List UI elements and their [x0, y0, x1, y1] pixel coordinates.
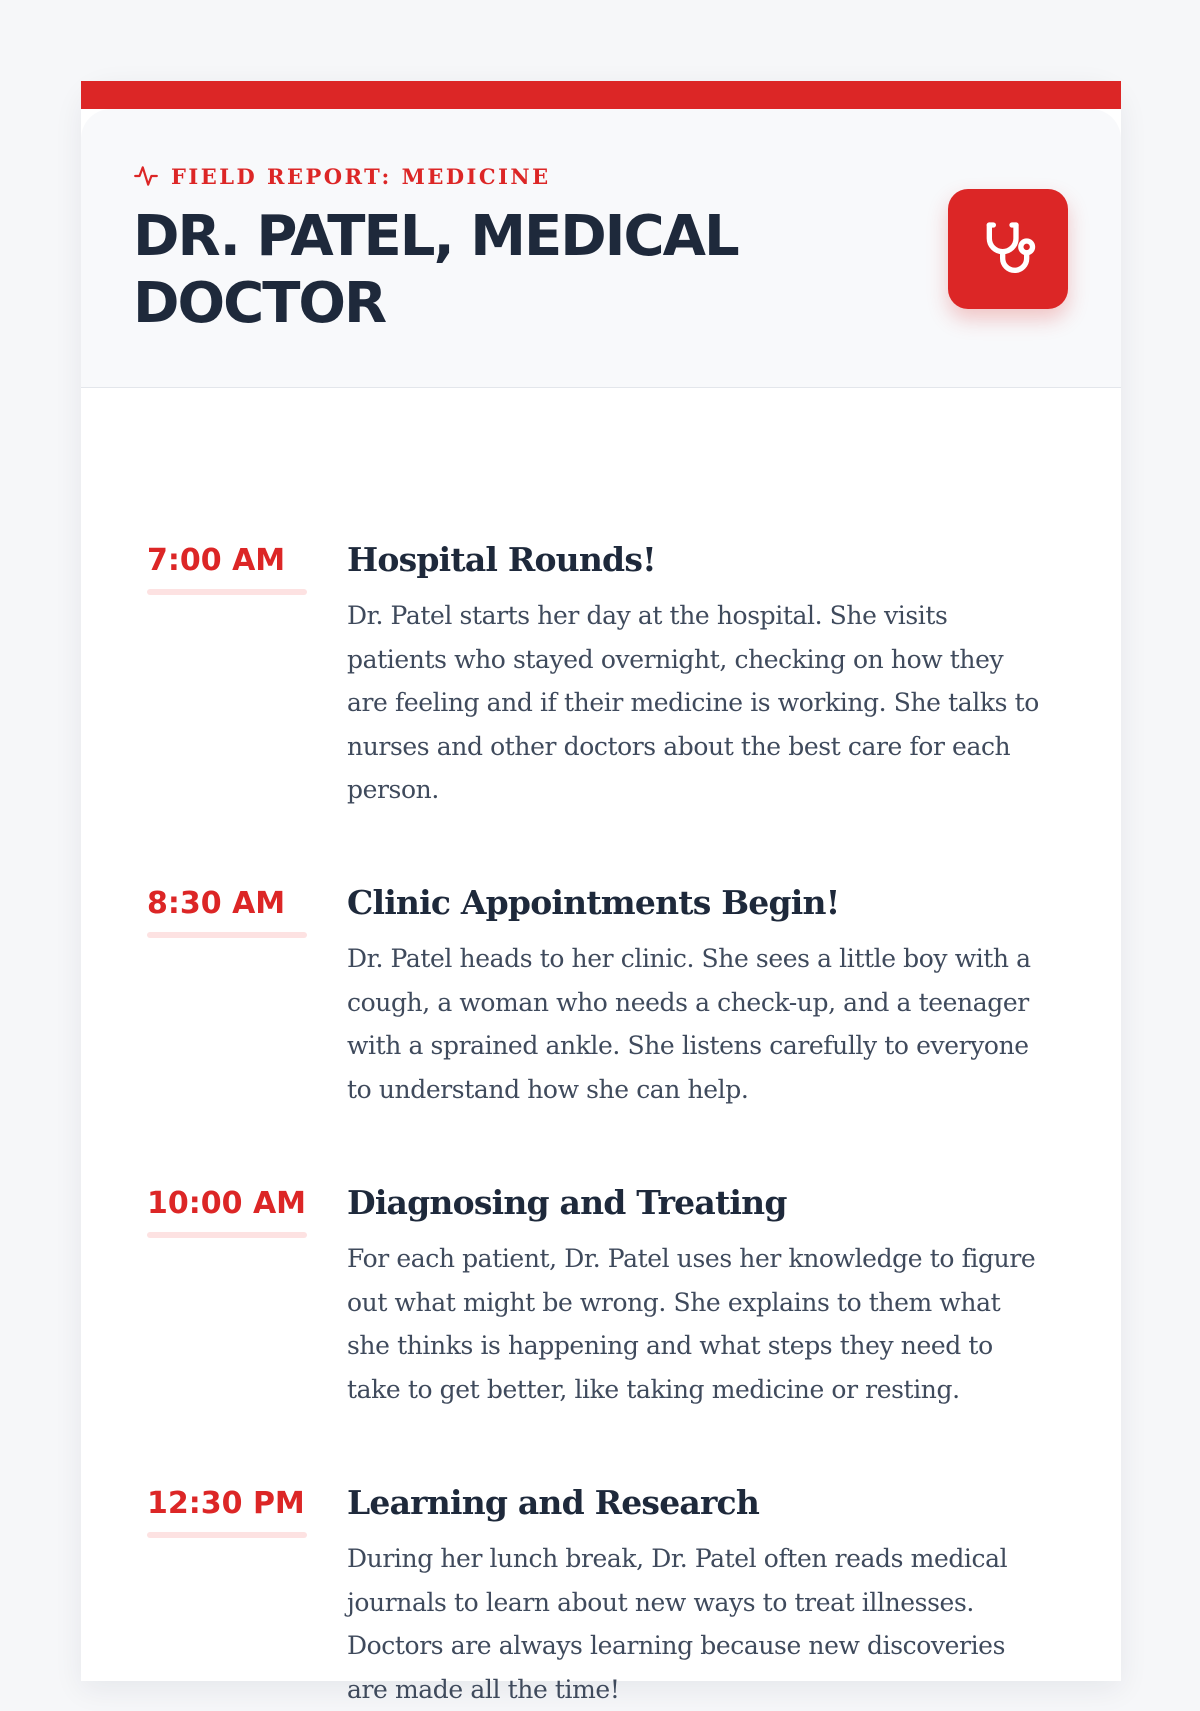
- entry-text: Dr. Patel heads to her clinic. She sees a little boy with a cough, a woman who needs a check-up, and a teenager with a sprained ankle. She listens carefully to everyone to understand how she can help.: [347, 944, 1031, 1104]
- stethoscope-icon: [976, 217, 1040, 281]
- pulse-icon: [133, 163, 159, 189]
- entry-time: 10:00 AM: [147, 1186, 307, 1221]
- time-underline: [147, 589, 307, 595]
- entry-text: Dr. Patel starts her day at the hospital. She visits patients who stayed overnight, checking on how they are feeling and if their medicine is working. She talks to nurses and other doctors about the best care for each person.: [347, 601, 1039, 804]
- entry-title: Clinic Appointments Begin!: [347, 883, 840, 922]
- entry-time: 12:30 PM: [147, 1486, 305, 1521]
- entry-text: For each patient, Dr. Patel uses her knowledge to figure out what might be wrong. She explains to them what she thinks is happening and what steps they need to take to get better, like taking medicine or resting.: [347, 1244, 1036, 1404]
- page-title: DR. PATEL, MEDICAL DOCTOR: [133, 204, 738, 336]
- entry-time: 8:30 AM: [147, 886, 286, 921]
- entry-title: Hospital Rounds!: [347, 540, 656, 579]
- time-underline: [147, 1532, 307, 1538]
- entry-title: Diagnosing and Treating: [347, 1183, 787, 1222]
- time-underline: [147, 1232, 307, 1238]
- time-underline: [147, 932, 307, 938]
- report-card: [81, 81, 1121, 1704]
- entry-text: During her lunch break, Dr. Patel often reads medical journals to learn about new ways to treat illnesses. Doctors are always learning because new discoveries are made all the time!: [347, 1544, 1008, 1704]
- entry-title: Learning and Research: [347, 1483, 760, 1522]
- report-header: [81, 109, 1121, 388]
- kicker-label: FIELD REPORT: MEDICINE: [171, 163, 551, 189]
- entry-time: 7:00 AM: [147, 543, 286, 578]
- accent-top-bar: [81, 81, 1121, 109]
- report-kicker: [133, 163, 551, 189]
- stethoscope-badge: [948, 189, 1068, 309]
